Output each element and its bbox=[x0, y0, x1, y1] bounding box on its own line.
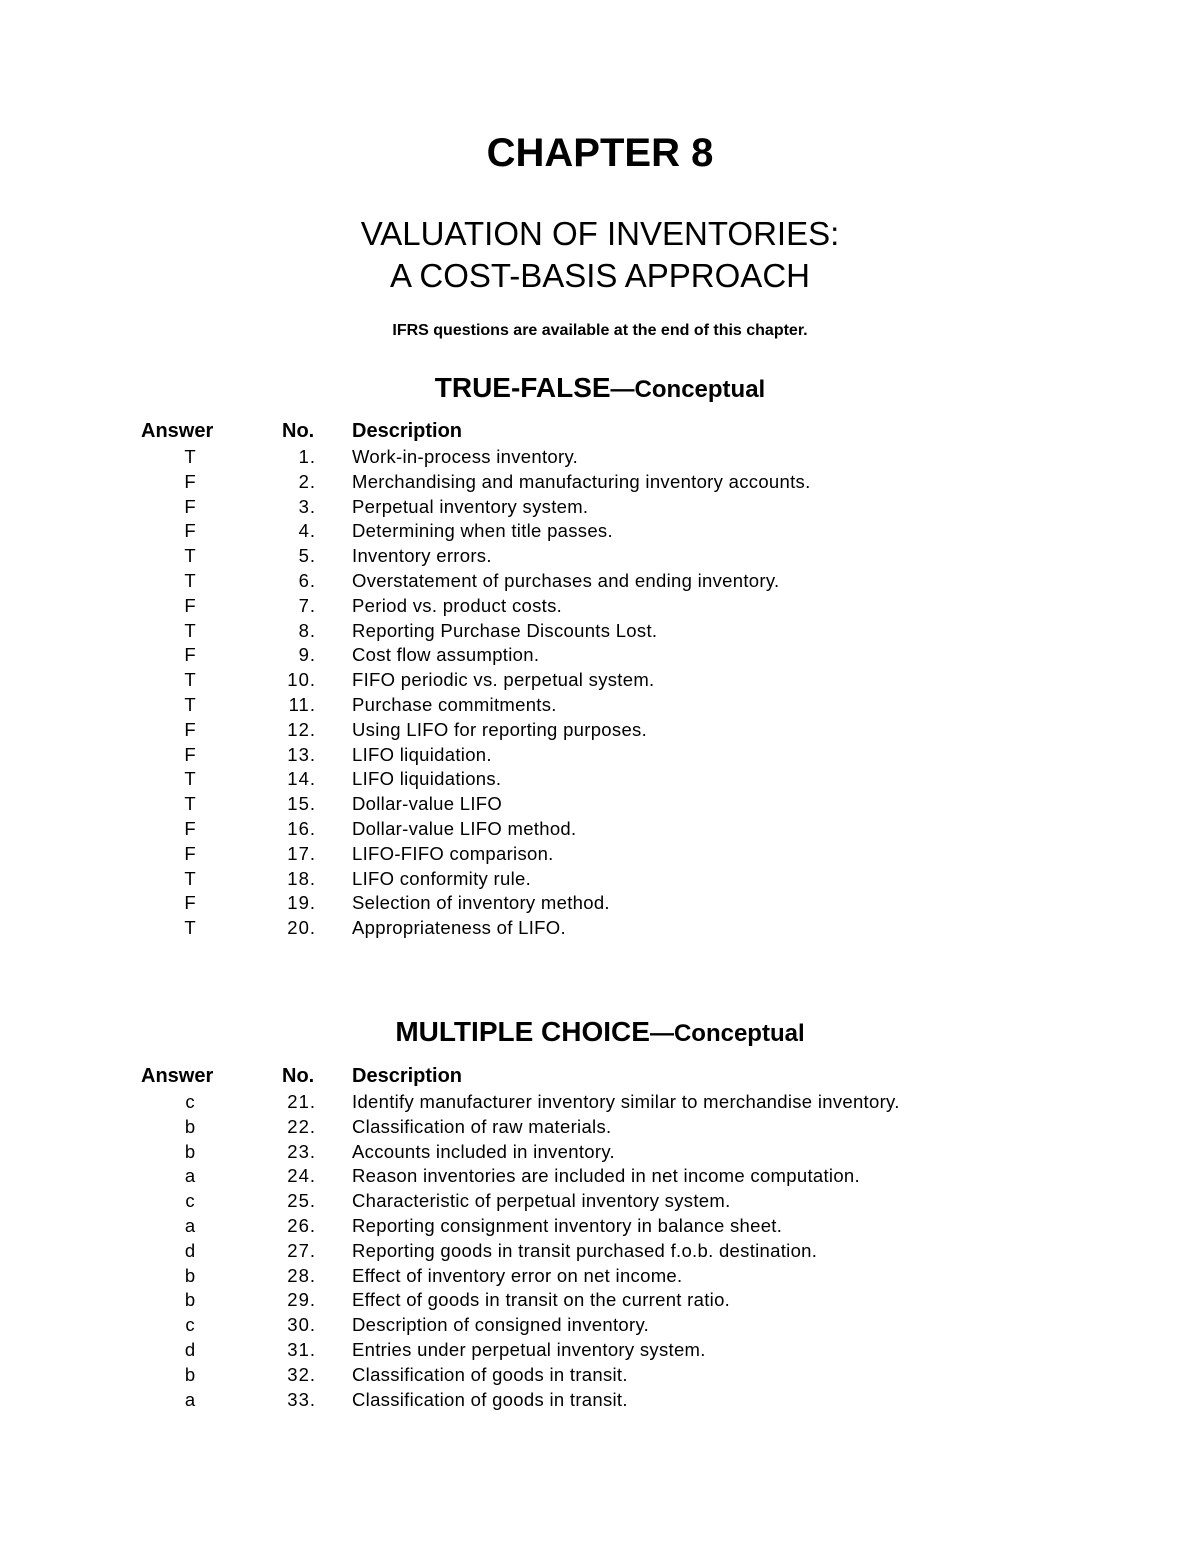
description-cell: LIFO conformity rule. bbox=[352, 867, 532, 889]
question-number-cell: 10. bbox=[287, 669, 316, 691]
description-cell: Selection of inventory method. bbox=[352, 892, 610, 914]
question-number-cell: 31. bbox=[287, 1338, 316, 1360]
table-row bbox=[0, 1214, 1200, 1239]
table-row bbox=[0, 495, 1200, 520]
answer-cell: T bbox=[184, 569, 196, 591]
table-header-row bbox=[0, 418, 1200, 445]
true-false-table bbox=[0, 418, 1200, 941]
question-number-cell: 33. bbox=[287, 1388, 316, 1410]
answer-cell: F bbox=[184, 842, 196, 864]
question-number-cell: 5. bbox=[298, 545, 316, 567]
multiple-choice-table bbox=[0, 1063, 1200, 1412]
table-row bbox=[0, 842, 1200, 867]
description-cell: LIFO liquidations. bbox=[352, 768, 502, 790]
table-row bbox=[0, 817, 1200, 842]
question-number-cell: 28. bbox=[287, 1264, 316, 1286]
question-number-cell: 12. bbox=[287, 718, 316, 740]
question-number-cell: 22. bbox=[287, 1115, 316, 1137]
question-number-cell: 6. bbox=[298, 569, 316, 591]
description-cell: LIFO-FIFO comparison. bbox=[352, 842, 554, 864]
answer-cell: T bbox=[184, 867, 196, 889]
answer-cell: b bbox=[184, 1289, 196, 1311]
description-cell: Identify manufacturer inventory similar to merchandise inventory. bbox=[352, 1091, 900, 1112]
table-row bbox=[0, 619, 1200, 644]
answer-cell: b bbox=[184, 1140, 196, 1162]
answer-cell: d bbox=[184, 1239, 196, 1261]
table-row bbox=[0, 743, 1200, 768]
multiple-choice-heading-sub: Conceptual bbox=[673, 1020, 805, 1047]
question-number-cell: 29. bbox=[287, 1289, 316, 1311]
table-row bbox=[0, 470, 1200, 495]
description-cell: Merchandising and manufacturing inventory accounts. bbox=[352, 470, 811, 492]
description-cell: Effect of goods in transit on the current ratio. bbox=[352, 1289, 731, 1311]
description-cell: Classification of goods in transit. bbox=[352, 1388, 628, 1410]
question-number-cell: 27. bbox=[287, 1239, 316, 1261]
answer-cell: b bbox=[184, 1115, 196, 1137]
question-number-cell: 15. bbox=[287, 793, 316, 815]
document-title-line-1: VALUATION OF INVENTORIES: bbox=[360, 215, 840, 252]
description-cell: Accounts included in inventory. bbox=[352, 1140, 615, 1162]
description-cell: Dollar-value LIFO bbox=[352, 793, 503, 815]
question-number-cell: 19. bbox=[287, 892, 316, 914]
description-cell: Inventory errors. bbox=[352, 545, 492, 567]
question-number-cell: 24. bbox=[287, 1165, 316, 1187]
question-number-cell: 23. bbox=[287, 1140, 316, 1162]
description-cell: Reporting consignment inventory in balance sheet. bbox=[352, 1214, 783, 1236]
description-cell: Reporting Purchase Discounts Lost. bbox=[352, 619, 658, 641]
table-row bbox=[0, 544, 1200, 569]
description-cell: Reporting goods in transit purchased f.o.b. destination. bbox=[352, 1239, 818, 1261]
answer-cell: a bbox=[184, 1165, 196, 1187]
table-row bbox=[0, 1090, 1200, 1115]
description-cell: Period vs. product costs. bbox=[352, 594, 563, 616]
answer-cell: T bbox=[184, 545, 196, 567]
question-number-cell: 9. bbox=[298, 644, 316, 666]
description-cell: Overstatement of purchases and ending inventory. bbox=[352, 569, 780, 591]
table-row bbox=[0, 1239, 1200, 1264]
table-row bbox=[0, 1164, 1200, 1189]
answer-cell: F bbox=[184, 892, 196, 914]
answer-cell: F bbox=[184, 495, 196, 517]
answer-cell: b bbox=[184, 1264, 196, 1286]
question-number-cell: 2. bbox=[298, 470, 316, 492]
description-cell: Using LIFO for reporting purposes. bbox=[352, 718, 648, 740]
number-column-header: No. bbox=[282, 420, 315, 442]
table-row bbox=[0, 693, 1200, 718]
answer-cell: F bbox=[184, 644, 196, 666]
question-number-cell: 3. bbox=[298, 495, 316, 517]
answer-cell: a bbox=[184, 1214, 196, 1236]
table-row bbox=[0, 1388, 1200, 1413]
answer-cell: d bbox=[184, 1338, 196, 1360]
answer-cell: F bbox=[184, 594, 196, 616]
answer-column-header: Answer bbox=[141, 1065, 214, 1087]
description-cell: Description of consigned inventory. bbox=[352, 1314, 650, 1336]
description-column-header: Description bbox=[352, 1065, 463, 1087]
answer-cell: T bbox=[184, 693, 196, 715]
table-row bbox=[0, 519, 1200, 544]
table-row bbox=[0, 1288, 1200, 1313]
chapter-title: CHAPTER 8 bbox=[486, 131, 714, 175]
table-row bbox=[0, 867, 1200, 892]
description-cell: Work-in-process inventory. bbox=[352, 446, 579, 467]
document-title-line-2: A COST-BASIS APPROACH bbox=[390, 257, 810, 294]
description-cell: Classification of raw materials. bbox=[352, 1115, 612, 1137]
question-number-cell: 26. bbox=[287, 1214, 316, 1236]
answer-cell: T bbox=[184, 446, 196, 467]
true-false-heading-main: TRUE-FALSE bbox=[434, 372, 611, 403]
description-cell: Characteristic of perpetual inventory system. bbox=[352, 1190, 731, 1212]
description-cell: Reason inventories are included in net income computation. bbox=[352, 1165, 860, 1187]
table-row bbox=[0, 1264, 1200, 1289]
answer-cell: T bbox=[184, 768, 196, 790]
table-row bbox=[0, 668, 1200, 693]
answer-cell: F bbox=[184, 520, 196, 542]
description-cell: LIFO liquidation. bbox=[352, 743, 492, 765]
table-row bbox=[0, 1115, 1200, 1140]
table-row bbox=[0, 1338, 1200, 1363]
table-row bbox=[0, 569, 1200, 594]
multiple-choice-heading-dash: — bbox=[649, 1020, 674, 1047]
table-row bbox=[0, 916, 1200, 941]
question-number-cell: 32. bbox=[287, 1363, 316, 1385]
answer-cell: F bbox=[184, 743, 196, 765]
question-number-cell: 30. bbox=[287, 1314, 316, 1336]
description-cell: Classification of goods in transit. bbox=[352, 1363, 628, 1385]
answer-cell: F bbox=[184, 718, 196, 740]
description-cell: FIFO periodic vs. perpetual system. bbox=[352, 669, 655, 691]
true-false-heading-sub: Conceptual bbox=[634, 376, 766, 403]
question-number-cell: 13. bbox=[287, 743, 316, 765]
table-row bbox=[0, 643, 1200, 668]
answer-column-header: Answer bbox=[141, 420, 214, 442]
question-number-cell: 18. bbox=[287, 867, 316, 889]
description-cell: Entries under perpetual inventory system. bbox=[352, 1338, 706, 1360]
answer-cell: F bbox=[184, 470, 196, 492]
answer-cell: c bbox=[185, 1091, 195, 1112]
question-number-cell: 8. bbox=[298, 619, 316, 641]
answer-cell: b bbox=[184, 1363, 196, 1385]
description-cell: Appropriateness of LIFO. bbox=[352, 917, 566, 939]
description-column-header: Description bbox=[352, 420, 463, 442]
table-row bbox=[0, 1140, 1200, 1165]
table-row bbox=[0, 1189, 1200, 1214]
true-false-heading bbox=[0, 370, 1200, 411]
question-number-cell: 25. bbox=[287, 1190, 316, 1212]
question-number-cell: 4. bbox=[298, 520, 316, 542]
number-column-header: No. bbox=[282, 1065, 315, 1087]
table-header-row bbox=[0, 1063, 1200, 1090]
table-row bbox=[0, 1363, 1200, 1388]
question-number-cell: 14. bbox=[287, 768, 316, 790]
question-number-cell: 11. bbox=[288, 693, 316, 715]
question-number-cell: 21. bbox=[287, 1091, 316, 1112]
multiple-choice-heading bbox=[0, 1014, 1200, 1055]
table-row bbox=[0, 767, 1200, 792]
answer-cell: T bbox=[184, 669, 196, 691]
answer-cell: c bbox=[185, 1190, 195, 1212]
table-row bbox=[0, 718, 1200, 743]
question-number-cell: 17. bbox=[287, 842, 316, 864]
description-cell: Effect of inventory error on net income. bbox=[352, 1264, 683, 1286]
question-number-cell: 1. bbox=[298, 446, 316, 467]
answer-cell: T bbox=[184, 917, 196, 939]
answer-cell: c bbox=[185, 1314, 195, 1336]
answer-cell: T bbox=[184, 619, 196, 641]
description-cell: Perpetual inventory system. bbox=[352, 495, 589, 517]
table-row bbox=[0, 445, 1200, 470]
description-cell: Dollar-value LIFO method. bbox=[352, 817, 577, 839]
answer-cell: T bbox=[184, 793, 196, 815]
description-cell: Cost flow assumption. bbox=[352, 644, 540, 666]
description-cell: Purchase commitments. bbox=[352, 693, 557, 715]
table-row bbox=[0, 594, 1200, 619]
answer-cell: F bbox=[184, 817, 196, 839]
description-cell: Determining when title passes. bbox=[352, 520, 613, 542]
true-false-heading-dash: — bbox=[610, 376, 635, 403]
ifrs-note: IFRS questions are available at the end of this chapter. bbox=[392, 322, 808, 339]
table-row bbox=[0, 891, 1200, 916]
question-number-cell: 20. bbox=[287, 917, 316, 939]
answer-cell: a bbox=[184, 1388, 196, 1410]
question-number-cell: 7. bbox=[298, 594, 316, 616]
table-row bbox=[0, 792, 1200, 817]
multiple-choice-heading-main: MULTIPLE CHOICE bbox=[395, 1016, 650, 1047]
table-row bbox=[0, 1313, 1200, 1338]
question-number-cell: 16. bbox=[287, 817, 316, 839]
